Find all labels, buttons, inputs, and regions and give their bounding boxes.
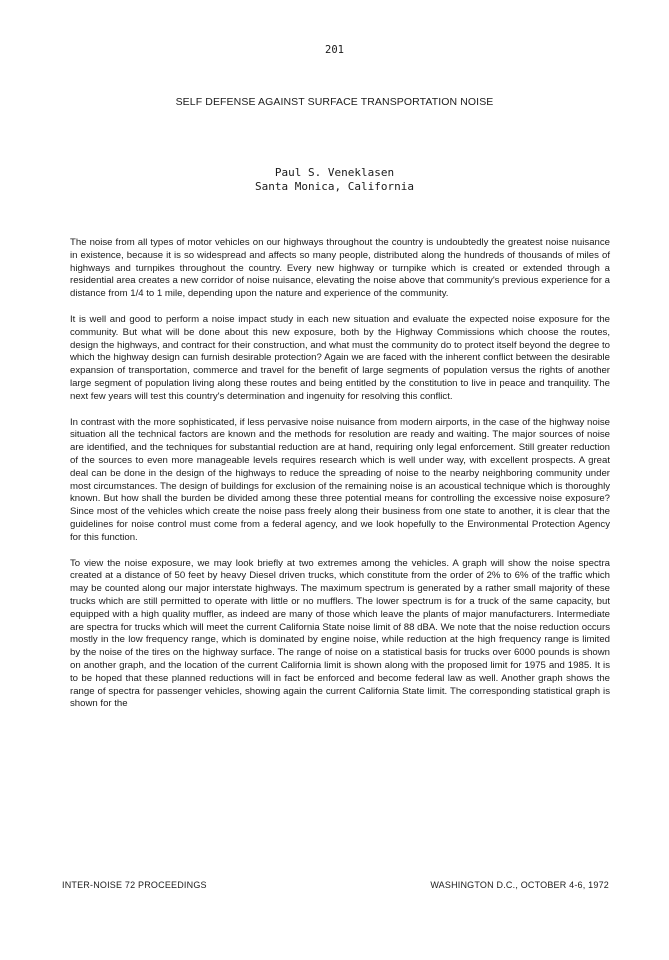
paragraph: In contrast with the more sophisticated, if less pervasive noise nuisance from modern airports, in the case of the highway noise situation all the technical factors are known and the methods for resolution are ready and waiting. The major sources of noise are identified, and the techniques for substantial reduction are at hand, requiring only legal enforcement. Still greater reduction of the sources to even more manageable levels requires research which is well under way, with excellent prospects. A great deal can be done in the design of the highways to reduce the spreading of noise to the nearby neighboring community under most circumstances. The design of buildings for exclusion of the remaining noise is an acoustical technique which is thoroughly known. But how shall the burden be divided among these three potential means for controlling the excessive noise exposure? Since most of the vehicles which create the noise pass freely along their business from one state to another, it is clear that the guidelines for noise control must come from a federal agency, and we look hopefully to the Environmental Protection Agency for this function. — [70, 416, 610, 543]
paragraph: It is well and good to perform a noise impact study in each new situation and evaluate the expected noise exposure for the community. But what will be done about this new exposure, both by the Highway Commissions which choose the routes, design the highways, and contract for their construction, and what must the community do to protect itself beyond the degree to which the highway design can furnish desirable protection? Again we are faced with the inherent conflict between the desirable expansion of transportation, commerce and travel for the benefit of large segments of population versus the rights of another large segment of population living along these routes and being entitled by the constitution to live in peace and tranquility. The next few years will test this country's determination and ingenuity for resolving this conflict. — [70, 313, 610, 402]
paragraph: The noise from all types of motor vehicles on our highways throughout the country is undoubtedly the greatest noise nuisance in existence, because it is so widespread and affects so many people, distributed along the hundreds of thousands of miles of highways and turnpikes throughout the country. Every new highway or turnpike which is created or extended through a residential area creates a new corridor of noise nuisance, elevating the noise above that community's previous experience for a distance from 1/4 to 1 mile, depending upon the nature and experience of the community. — [70, 237, 610, 300]
paper-title: SELF DEFENSE AGAINST SURFACE TRANSPORTATION NOISE — [175, 96, 494, 108]
page-number: 201 — [325, 44, 344, 56]
paragraph: To view the noise exposure, we may look briefly at two extremes among the vehicles. A graph will show the noise spectra created at a distance of 50 feet by heavy Diesel driven trucks, which constitute from the order of 2% to 6% of the traffic which may be counted along our major interstate highways. The maximum spectrum is generated by a rather small majority of these trucks which are still permitted to operate with little or no mufflers. The lower spectrum is for a truck of the same capacity, but equipped with a high quality muffler, as indeed are many of those which leave the plants of major manufacturers. Intermediate are spectra for trucks which will meet the current California State noise limit of 88 dBA. We note that the noise reduction occurs mostly in the low frequency range, which is dominated by engine noise, while reduction at the high frequency range is limited by the noise of the tires on the highway surface. The range of noise on a statistical basis for trucks over 6000 pounds is shown on another graph, and the location of the current California limit is shown along with the proposed limit for 1975 and 1985. It is to be hoped that these planned reductions will in fact be enforced and become federal law as well. Another graph shows the range of spectra for passenger vehicles, showing again the current California State limit. The corresponding statistical graph is shown for the — [70, 557, 610, 710]
author-name: Paul S. Veneklasen — [274, 166, 395, 179]
footer-proceedings: INTER-NOISE 72 PROCEEDINGS — [62, 880, 207, 890]
footer-location-date: WASHINGTON D.C., OCTOBER 4-6, 1972 — [430, 880, 609, 890]
author-location: Santa Monica, California — [255, 180, 414, 193]
body-text — [70, 237, 610, 724]
author-block — [0, 166, 669, 194]
